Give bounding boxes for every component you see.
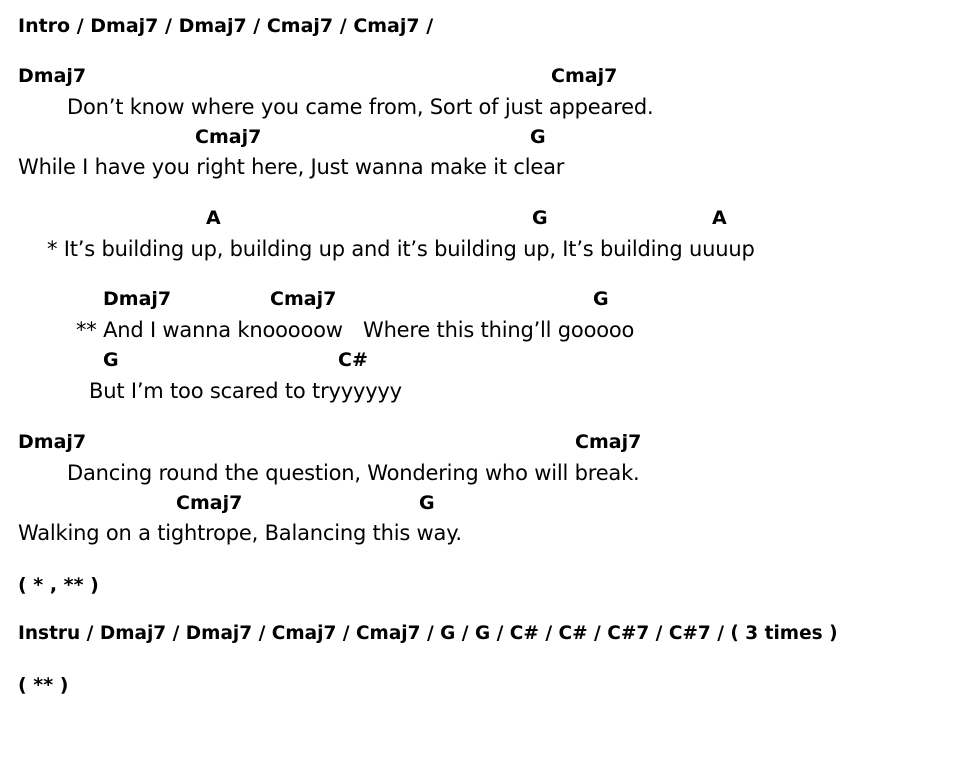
chord-label: A [206, 207, 221, 229]
lyric-line: While I have you right here, Just wanna make it clear [18, 155, 565, 179]
lyric-line: ** And I wanna knooooow [76, 318, 343, 342]
intro-line: Intro / Dmaj7 / Dmaj7 / Cmaj7 / Cmaj7 / [18, 15, 434, 37]
instrumental-line: Instru / Dmaj7 / Dmaj7 / Cmaj7 / Cmaj7 / G / G / C# / C# / C#7 / C#7 / ( 3 times ) [18, 623, 838, 644]
lyric-line: Where this thing’ll gooooo [363, 318, 635, 342]
chord-label: Cmaj7 [551, 65, 618, 87]
chord-label: C# [338, 349, 368, 371]
repeat-marker: ( ** ) [18, 674, 69, 696]
lyric-line: Don’t know where you came from, Sort of just appeared. [67, 95, 654, 119]
chord-label: G [103, 349, 119, 371]
chord-label: Cmaj7 [195, 126, 262, 148]
chord-label: Dmaj7 [18, 431, 87, 453]
chord-label: Cmaj7 [270, 288, 337, 310]
chord-label: Cmaj7 [176, 492, 243, 514]
chord-label: G [530, 126, 546, 148]
chord-label: G [593, 288, 609, 310]
lyric-line: Walking on a tightrope, Balancing this way. [18, 521, 462, 545]
chord-label: Dmaj7 [18, 65, 87, 87]
chord-label: Cmaj7 [575, 431, 642, 453]
lyric-line: * It’s building up, building up and it’s building up, It’s building uuuup [47, 237, 755, 261]
chord-label: A [712, 207, 727, 229]
lyric-line: But I’m too scared to tryyyyyy [89, 379, 402, 403]
lyric-line: Dancing round the question, Wondering who will break. [67, 461, 640, 485]
chord-label: G [532, 207, 548, 229]
repeat-marker: ( * , ** ) [18, 574, 99, 596]
chord-label: G [419, 492, 435, 514]
chord-label: Dmaj7 [103, 288, 172, 310]
